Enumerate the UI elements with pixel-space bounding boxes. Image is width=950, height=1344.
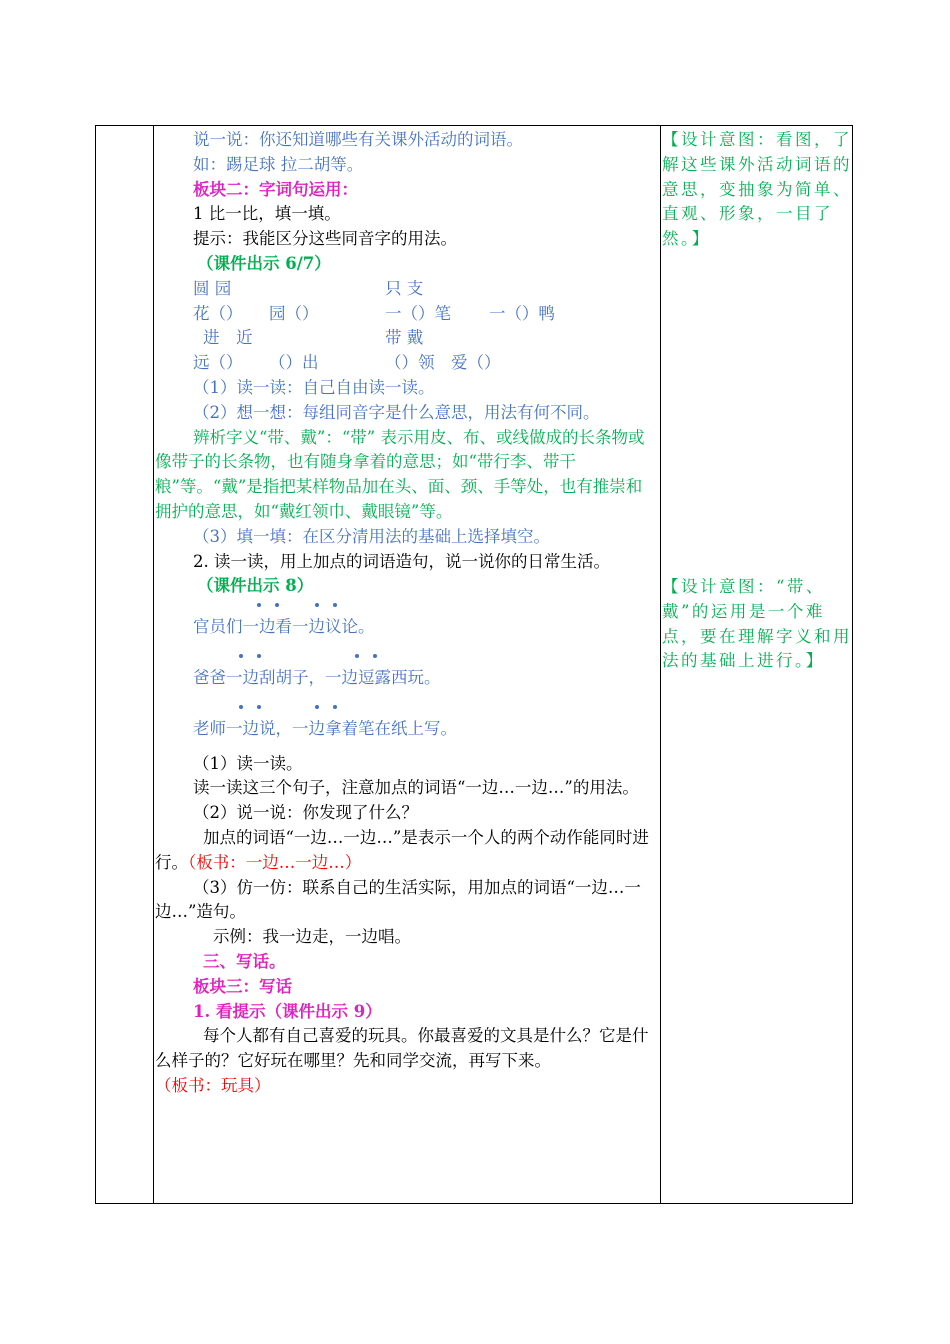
blank-yuan: 园（） xyxy=(269,303,319,323)
word-pair-jin: 进 近 xyxy=(203,328,253,348)
emphasis-dot xyxy=(257,603,261,607)
section-heading-2: 板块二：字词句运用： xyxy=(193,179,358,199)
step-imitate: （3）仿一仿：联系自己的生活实际，用加点的词语“一边…一边…”造句。 xyxy=(155,877,641,922)
design-note-2: 【设计意图：“带、戴”的运用是一个难点，要在理解字义和用法的基础上进行。】 xyxy=(662,577,852,671)
homophone-row-4 xyxy=(155,351,653,376)
emphasis-dots-1 xyxy=(155,599,653,615)
courseware-6-7: （课件出示 6/7） xyxy=(197,253,331,273)
blank-yuan2: 远（） xyxy=(193,353,243,373)
column-divider-1 xyxy=(153,126,154,1203)
emphasis-dots-2 xyxy=(155,650,653,666)
look-hint-heading: 1. 看提示（课件出示 9） xyxy=(193,1001,382,1021)
prompt-line: 说一说：你还知道哪些有关课外活动的词语。 xyxy=(193,130,523,149)
writing-prompt xyxy=(155,1024,653,1098)
lesson-content xyxy=(155,128,653,1099)
task-1-title: 1 比一比，填一填。 xyxy=(193,204,341,224)
homophone-row-3 xyxy=(155,326,653,351)
emphasis-dot xyxy=(315,603,319,607)
board-note-2: （板书：玩具） xyxy=(155,1075,271,1095)
design-note-1: 【设计意图：看图，了解这些课外活动词语的意思，变抽象为简单、直观、形象，一目了然。】 xyxy=(662,130,852,249)
blank-ya: 一（）鸭 xyxy=(489,303,555,323)
example-line: 如：踢足球 拉二胡等。 xyxy=(193,154,364,174)
step-read-2: （1）读一读。 xyxy=(193,753,303,773)
example-sentence-3: 老师一边说，一边拿着笔在纸上写。 xyxy=(193,718,457,738)
emphasis-dot xyxy=(239,705,243,709)
courseware-8: （课件出示 8） xyxy=(197,576,314,596)
blank-ai: 爱（） xyxy=(451,353,501,373)
writing-prompt-text: 每个人都有自己喜爱的玩具。你最喜爱的文具是什么？它是什么样子的？它好玩在哪里？先和同学交流，再写下来。 xyxy=(155,1026,649,1071)
emphasis-dot xyxy=(257,654,261,658)
block-3-heading: 板块三：写话 xyxy=(193,976,292,996)
emphasis-dot xyxy=(315,705,319,709)
hint-line: 提示：我能区分这些同音字的用法。 xyxy=(193,229,457,249)
word-pair-yuan: 圆 园 xyxy=(193,278,232,298)
homophone-row-1 xyxy=(155,277,653,302)
word-pair-zhi: 只 支 xyxy=(385,278,424,298)
meaning-explanation: 辨析字义“带、戴”：“带” 表示用皮、布、或线做成的长条物或像带子的长条物，也有随身拿着的意思；如“带行李、带干粮”等。“戴”是指把某样物品加在头、面、颈、手等处，也有推崇和拥护的意思，如“戴红领巾、戴眼镜”等。 xyxy=(155,427,645,521)
emphasis-dot xyxy=(355,654,359,658)
example-answer: 示例：我一边走，一边唱。 xyxy=(213,927,411,947)
blank-bi: 一（）笔 xyxy=(385,303,451,323)
example-sentence-2: 爸爸一边刮胡子，一边逗露西玩。 xyxy=(193,667,441,687)
emphasis-dot xyxy=(257,705,261,709)
board-note-1: （板书：一边…一边…） xyxy=(188,852,362,872)
finding-line xyxy=(155,826,653,876)
emphasis-dot xyxy=(333,603,337,607)
step-say: （2）说一说：你发现了什么？ xyxy=(193,803,418,823)
word-pair-dai: 带 戴 xyxy=(385,328,424,348)
emphasis-dots-3 xyxy=(155,701,653,717)
example-sentence-1: 官员们一边看一边议论。 xyxy=(193,617,375,637)
emphasis-dot xyxy=(333,705,337,709)
task-2-title: 2. 读一读，用上加点的词语造句，说一说你的日常生活。 xyxy=(193,551,610,571)
emphasis-dot xyxy=(239,654,243,658)
emphasis-dot xyxy=(373,654,377,658)
emphasis-dot xyxy=(275,603,279,607)
column-divider-2 xyxy=(660,126,661,1203)
blank-ling: （）领 xyxy=(385,353,435,373)
section-heading-3: 三、写话。 xyxy=(203,951,286,971)
finding-text: 加点的词语“一边…一边…”是表示一个人的两个动作能同时进行。 xyxy=(155,827,649,872)
step-think: （2）想一想：每组同音字是什么意思，用法有何不同。 xyxy=(193,402,600,422)
blank-chu: （）出 xyxy=(269,353,319,373)
read-instruction: 读一读这三个句子，注意加点的词语“一边…一边…”的用法。 xyxy=(193,778,639,798)
step-fill: （3）填一填：在区分清用法的基础上选择填空。 xyxy=(193,526,550,546)
homophone-row-2 xyxy=(155,302,653,327)
step-read: （1）读一读：自己自由读一读。 xyxy=(193,377,435,397)
blank-hua: 花（） xyxy=(193,303,243,323)
